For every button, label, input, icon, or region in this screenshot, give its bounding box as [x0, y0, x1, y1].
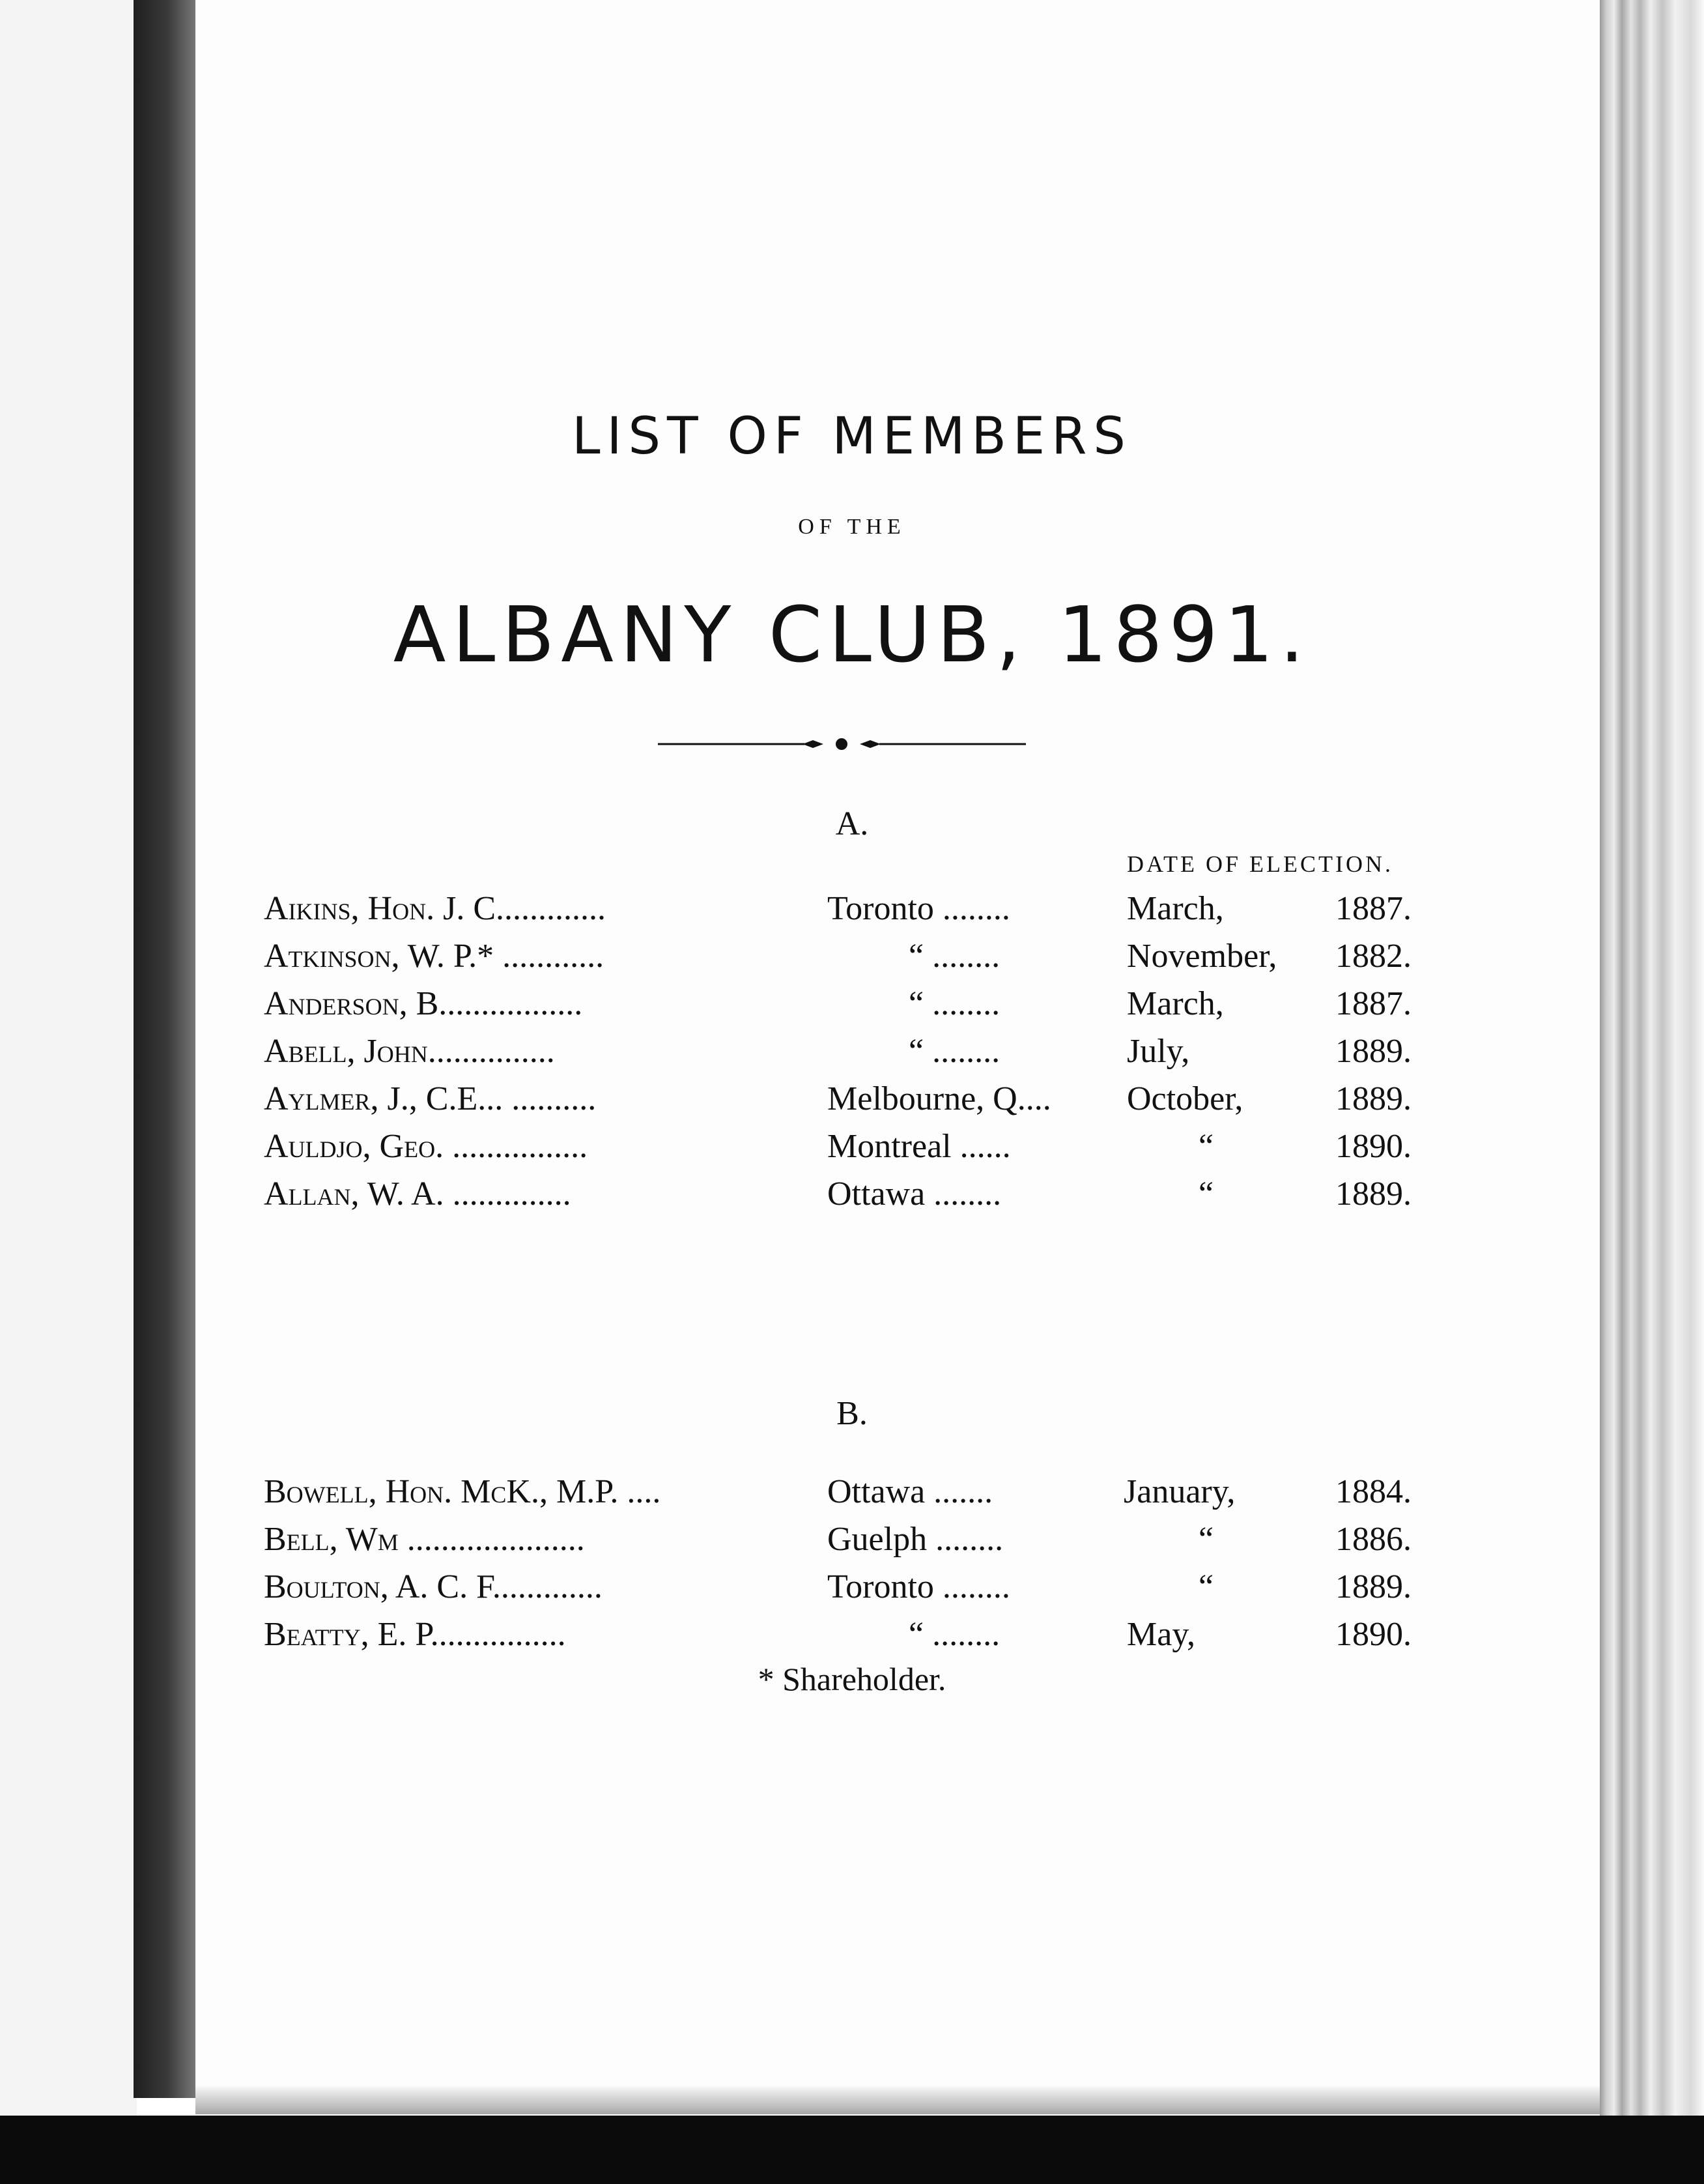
election-month: May,	[1127, 1616, 1195, 1653]
election-year: 1887.	[1335, 890, 1412, 927]
election-year: 1889.	[1335, 1033, 1412, 1070]
member-name: Auldjo, Geo. ................	[264, 1128, 588, 1165]
election-year: 1887.	[1335, 985, 1412, 1022]
member-row	[264, 1568, 1423, 1613]
election-month: March,	[1127, 985, 1224, 1022]
member-place: Toronto ........	[827, 890, 1010, 927]
member-name: Boulton, A. C. F.............	[264, 1568, 603, 1605]
member-row	[264, 1520, 1423, 1566]
book-spine-shadow	[134, 0, 195, 2098]
election-year: 1889.	[1335, 1568, 1412, 1605]
page-bottom-shadow	[195, 2085, 1615, 2114]
member-row	[264, 984, 1423, 1030]
election-year: 1884.	[1335, 1473, 1412, 1510]
election-month: July,	[1127, 1033, 1190, 1070]
member-place: Ottawa ........	[827, 1175, 1002, 1213]
member-place: Toronto ........	[827, 1568, 1010, 1605]
left-margin	[0, 0, 137, 2184]
scan-bottom-border	[0, 2116, 1704, 2184]
member-place: “ ........	[909, 938, 1001, 975]
section-letter-b: B.	[836, 1395, 868, 1432]
election-year: 1890.	[1335, 1128, 1412, 1165]
election-month: “	[1199, 1568, 1214, 1605]
member-place: “ ........	[909, 985, 1001, 1022]
member-row	[264, 937, 1423, 983]
member-place: “ ........	[909, 1033, 1001, 1070]
member-name: Bell, Wm .....................	[264, 1521, 585, 1558]
section-letter-a: A.	[835, 805, 869, 842]
election-year: 1886.	[1335, 1521, 1412, 1558]
member-place: Guelph ........	[827, 1521, 1004, 1558]
member-name: Allan, W. A. ..............	[264, 1175, 571, 1213]
ornamental-divider	[658, 736, 1026, 752]
member-name: Beatty, E. P................	[264, 1616, 566, 1653]
title-list-of-members: LIST OF MEMBERS	[572, 407, 1132, 466]
member-row	[264, 1615, 1423, 1661]
page-edges	[1600, 0, 1704, 2184]
election-month: “	[1199, 1521, 1214, 1558]
election-month: January,	[1124, 1473, 1236, 1510]
member-name: Atkinson, W. P.* ............	[264, 938, 604, 975]
member-row	[264, 1080, 1423, 1125]
member-place: “ ........	[909, 1616, 1001, 1653]
title-albany-club: ALBANY CLUB, 1891.	[393, 590, 1311, 680]
election-year: 1889.	[1335, 1080, 1412, 1117]
footnote-shareholder: * Shareholder.	[758, 1661, 946, 1697]
member-name: Anderson, B.................	[264, 985, 583, 1022]
election-month: “	[1199, 1175, 1214, 1213]
election-year: 1890.	[1335, 1616, 1412, 1653]
member-place: Montreal ......	[827, 1128, 1011, 1165]
date-of-election-header: DATE OF ELECTION.	[1127, 851, 1393, 877]
member-place: Melbourne, Q....	[827, 1080, 1051, 1117]
member-place: Ottawa .......	[827, 1473, 993, 1510]
title-of-the: OF THE	[798, 515, 906, 539]
member-name: Aikins, Hon. J. C.............	[264, 890, 606, 927]
election-month: “	[1199, 1128, 1214, 1165]
member-name: Aylmer, J., C.E... ..........	[264, 1080, 597, 1117]
member-row	[264, 1473, 1423, 1518]
member-name: Bowell, Hon. McK., M.P. ....	[264, 1473, 661, 1510]
member-name: Abell, John...............	[264, 1033, 555, 1070]
member-row	[264, 1032, 1423, 1078]
member-row	[264, 1175, 1423, 1220]
member-row	[264, 1127, 1423, 1173]
election-year: 1889.	[1335, 1175, 1412, 1213]
election-month: October,	[1127, 1080, 1243, 1117]
election-year: 1882.	[1335, 938, 1412, 975]
member-row	[264, 889, 1423, 935]
election-month: November,	[1127, 938, 1277, 975]
election-month: March,	[1127, 890, 1224, 927]
